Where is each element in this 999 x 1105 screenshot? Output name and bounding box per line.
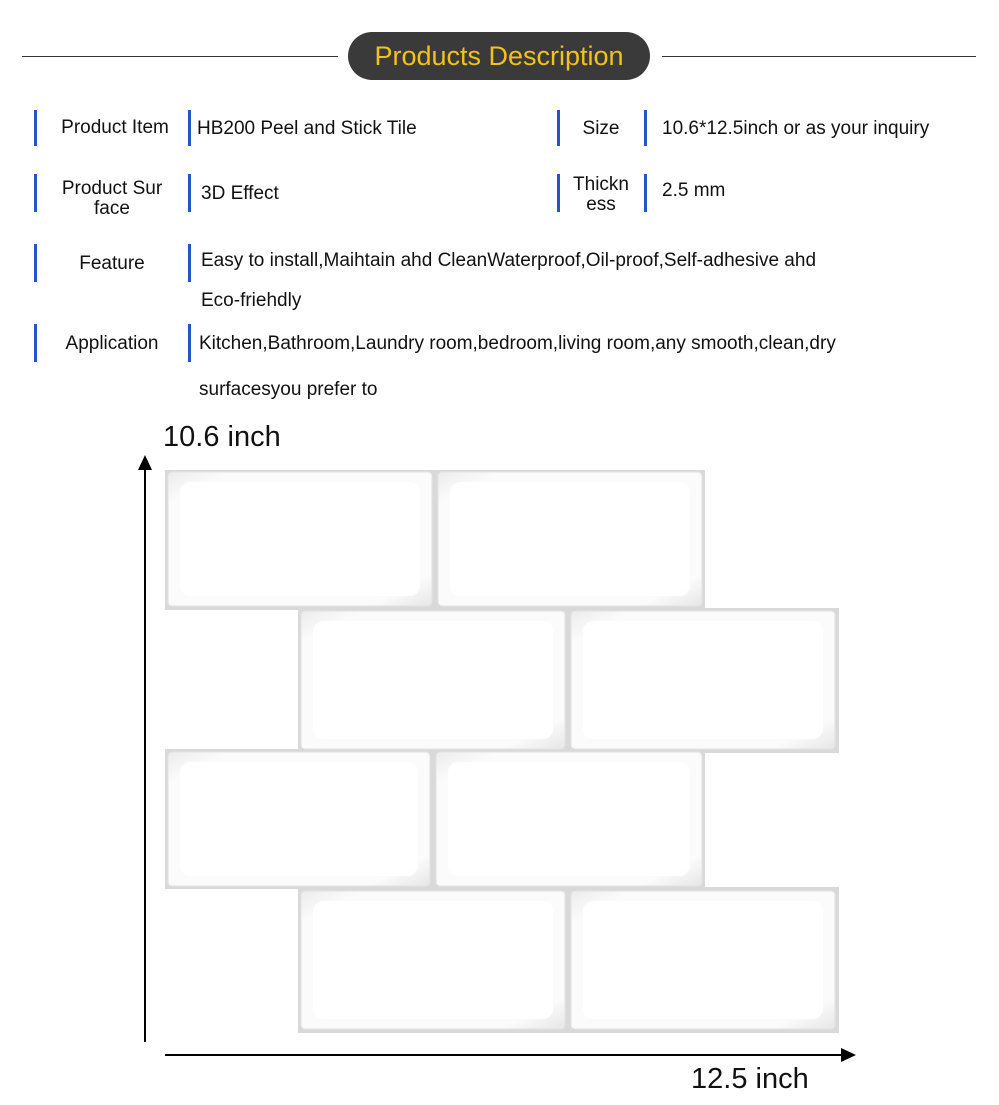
tile [168,752,430,886]
tile [436,752,702,886]
product-item-label: Product Item [61,117,169,138]
height-arrow [138,455,152,1042]
size-label: Size [582,118,620,139]
tile [168,472,432,606]
product-surface-label-line1: Product Sur [61,178,163,199]
tile [438,472,702,606]
thickness-label-line2: ess [586,194,616,215]
thickness-label-line1: Thickn [573,174,629,195]
product-surface-value: 3D Effect [201,183,279,204]
height-dimension-label: 10.6 inch [163,421,281,453]
product-surface-label-line2: face [94,198,130,219]
application-label: Application [65,333,159,354]
tile [571,891,835,1029]
feature-value-line1: Easy to install,Maihtain ahd CleanWaterproof,Oil-proof,Self-adhesive ahd [201,250,817,271]
tile [301,891,565,1029]
section-title: Products Description [348,32,650,80]
product-item-value: HB200 Peel and Stick Tile [197,118,417,139]
application-value-line1: Kitchen,Bathroom,Laundry room,bedroom,living room,any smooth,clean,dry [199,333,836,354]
feature-label: Feature [79,253,145,274]
width-arrow [165,1048,856,1062]
application-value-line2: surfacesyou prefer to [199,379,378,400]
width-dimension-label: 12.5 inch [691,1063,809,1095]
size-value: 10.6*12.5inch or as your inquiry [662,118,930,139]
tile [301,611,565,749]
thickness-value: 2.5 mm [662,180,726,201]
tile [571,611,835,749]
feature-value-line2: Eco-friehdly [201,290,302,311]
